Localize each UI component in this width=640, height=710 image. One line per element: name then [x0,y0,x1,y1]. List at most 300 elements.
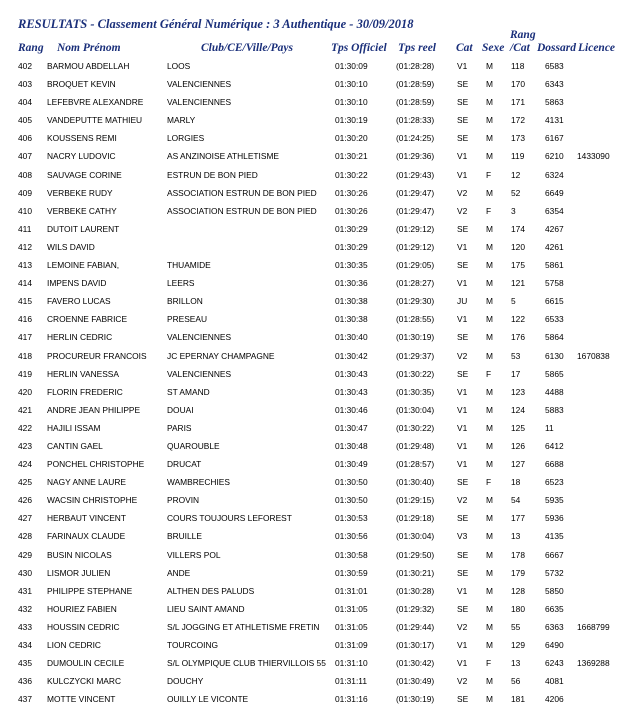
cell-sexe: M [486,603,493,614]
cell-dossard: 5863 [545,97,564,108]
cell-dossard: 4206 [545,694,564,705]
cell-nom: DUTOIT LAURENT [47,223,120,234]
cell-club: VALENCIENNES [167,332,232,343]
cell-tps-reel: (01:30:22) [396,422,435,433]
cell-tps-officiel: 01:30:35 [335,260,368,271]
cell-tps-reel: (01:28:59) [396,79,435,90]
cell-club: QUAROUBLE [167,440,220,451]
cell-tps-officiel: 01:30:50 [335,477,368,488]
cell-club: DRUCAT [167,459,202,470]
cell-tps-officiel: 01:30:29 [335,241,368,252]
cell-tps-reel: (01:29:15) [396,495,435,506]
cell-sexe: F [486,169,492,180]
table-row [0,276,640,294]
table-row [0,131,640,149]
cell-club: JC EPERNAY CHAMPAGNE [167,350,275,361]
cell-nom: PONCHEL CHRISTOPHE [47,459,145,470]
cell-dossard: 6490 [545,640,564,650]
cell-tps-reel: (01:30:19) [396,694,435,705]
cell-club: LORGIES [167,133,205,144]
cell-rang: 415 [18,296,32,307]
page-title: RESULTATS - Classement Général Numérique : 3 Authentique - 30/09/2018 [18,17,414,31]
cell-sexe: M [486,260,493,271]
cell-tps-reel: (01:30:49) [396,676,435,687]
table-row [0,511,640,529]
cell-tps-reel: (01:28:33) [396,115,435,126]
cell-rang: 430 [18,567,32,578]
results-table [0,59,640,710]
cell-rang-cat: 178 [511,549,525,560]
cell-cat: V1 [457,585,468,596]
table-row [0,186,640,204]
cell-cat: SE [457,603,469,614]
cell-dossard: 5864 [545,332,564,343]
cell-tps-officiel: 01:30:53 [335,513,368,524]
cell-club: OUILLY LE VICONTE [167,694,249,705]
cell-rang-cat: 12 [511,169,521,180]
cell-club: PROVIN [167,495,200,506]
cell-cat: SE [457,79,469,90]
cell-nom: WILS DAVID [47,241,95,252]
cell-tps-reel: (01:29:18) [396,513,435,524]
table-row [0,349,640,367]
cell-rang: 431 [18,585,32,596]
cell-sexe: M [486,97,493,108]
table-row [0,475,640,493]
cell-rang-cat: 179 [511,567,525,578]
cell-rang: 424 [18,459,32,470]
cell-rang: 413 [18,260,32,271]
table-row [0,529,640,547]
table-row [0,656,640,674]
cell-nom: HERBAUT VINCENT [47,513,126,524]
cell-cat: SE [457,694,469,705]
cell-rang-cat: 175 [511,260,525,271]
cell-sexe: F [486,477,492,488]
cell-dossard: 5865 [545,368,564,379]
table-row [0,674,640,692]
cell-rang-cat: 180 [511,603,525,614]
cell-tps-reel: (01:29:36) [396,151,435,162]
cell-tps-reel: (01:30:42) [396,658,435,669]
cell-sexe: M [486,61,493,71]
cell-rang: 417 [18,332,32,343]
cell-rang-cat: 3 [511,205,516,216]
cell-tps-officiel: 01:31:16 [335,694,368,705]
cell-nom: NAGY ANNE LAURE [47,477,126,488]
header-rang-cat-top: Rang [510,29,536,41]
cell-tps-officiel: 01:30:36 [335,278,368,289]
cell-cat: SE [457,332,469,343]
cell-club: TOURCOING [167,640,219,650]
cell-rang: 422 [18,422,32,433]
table-row [0,330,640,348]
cell-rang-cat: 13 [511,531,521,542]
cell-tps-reel: (01:29:12) [396,241,435,252]
cell-sexe: M [486,296,493,307]
cell-nom: LEFEBVRE ALEXANDRE [47,97,144,108]
cell-dossard: 6354 [545,205,564,216]
cell-tps-reel: (01:29:50) [396,549,435,560]
cell-rang: 429 [18,549,32,560]
cell-tps-reel: (01:30:04) [396,531,435,542]
cell-tps-reel: (01:30:35) [396,386,435,397]
cell-club: ANDE [167,567,191,578]
cell-tps-officiel: 01:30:43 [335,386,368,397]
cell-sexe: M [486,621,493,632]
cell-dossard: 6649 [545,187,564,198]
header-club: Club/CE/Ville/Pays [201,42,294,54]
cell-club: VALENCIENNES [167,97,232,108]
cell-dossard: 6167 [545,133,564,144]
cell-nom: VANDEPUTTE MATHIEU [47,115,143,126]
cell-rang-cat: 171 [511,97,525,108]
cell-cat: V1 [457,404,468,415]
cell-dossard: 6635 [545,603,564,614]
cell-tps-officiel: 01:30:59 [335,567,368,578]
cell-cat: V2 [457,350,468,361]
table-row [0,312,640,330]
cell-dossard: 6615 [545,296,564,307]
cell-cat: SE [457,97,469,108]
cell-club: WAMBRECHIES [167,477,230,488]
cell-nom: HOURIEZ FABIEN [47,603,117,614]
cell-club: ST AMAND [167,386,210,397]
cell-licence: 1670838 [577,350,610,361]
cell-tps-officiel: 01:31:05 [335,603,368,614]
cell-nom: WACSIN CHRISTOPHE [47,495,138,506]
cell-cat: V2 [457,187,468,198]
cell-cat: V1 [457,640,468,650]
cell-tps-officiel: 01:31:10 [335,658,368,669]
cell-cat: SE [457,115,469,126]
cell-tps-officiel: 01:30:19 [335,115,368,126]
cell-tps-officiel: 01:30:50 [335,495,368,506]
cell-dossard: 4267 [545,223,564,234]
cell-tps-reel: (01:28:55) [396,314,435,325]
table-row [0,168,640,186]
cell-club: PRESEAU [167,314,208,325]
cell-cat: V1 [457,386,468,397]
cell-rang: 428 [18,531,32,542]
cell-rang-cat: 55 [511,621,521,632]
cell-rang-cat: 173 [511,133,525,144]
cell-rang: 405 [18,115,32,126]
cell-sexe: M [486,404,493,415]
cell-rang: 432 [18,603,32,614]
cell-cat: SE [457,260,469,271]
cell-tps-officiel: 01:31:11 [335,676,367,687]
table-row [0,59,640,77]
cell-rang-cat: 170 [511,79,525,90]
cell-tps-officiel: 01:30:26 [335,205,368,216]
cell-club: AS ANZINOISE ATHLETISME [167,151,280,162]
cell-tps-officiel: 01:30:20 [335,133,368,144]
cell-cat: V3 [457,531,468,542]
cell-sexe: F [486,658,492,669]
cell-cat: V1 [457,459,468,470]
cell-nom: LION CEDRIC [47,640,101,650]
cell-dossard: 5935 [545,495,564,506]
cell-tps-reel: (01:30:21) [396,567,435,578]
cell-tps-officiel: 01:30:10 [335,97,368,108]
cell-nom: PHILIPPE STEPHANE [47,585,133,596]
cell-club: DOUAI [167,404,194,415]
cell-dossard: 5850 [545,585,564,596]
cell-rang: 418 [18,350,32,361]
cell-rang: 404 [18,97,32,108]
cell-rang-cat: 125 [511,422,525,433]
cell-nom: IMPENS DAVID [47,278,107,289]
cell-nom: SAUVAGE CORINE [47,169,122,180]
cell-rang: 406 [18,133,32,144]
cell-tps-reel: (01:30:28) [396,585,435,596]
table-row [0,113,640,131]
cell-rang-cat: 56 [511,676,521,687]
cell-tps-reel: (01:29:37) [396,350,435,361]
cell-tps-reel: (01:30:19) [396,332,435,343]
cell-tps-reel: (01:29:05) [396,260,435,271]
cell-tps-reel: (01:29:47) [396,205,435,216]
cell-club: ALTHEN DES PALUDS [167,585,255,596]
cell-nom: LEMOINE FABIAN, [47,260,120,271]
cell-tps-officiel: 01:30:22 [335,169,368,180]
cell-tps-officiel: 01:31:09 [335,640,368,650]
cell-nom: CROENNE FABRICE [47,314,128,325]
cell-tps-officiel: 01:30:21 [335,151,368,162]
cell-club: VALENCIENNES [167,79,232,90]
cell-sexe: M [486,585,493,596]
cell-nom: BARMOU ABDELLAH [47,61,130,71]
cell-dossard: 6667 [545,549,564,560]
table-row [0,439,640,457]
cell-club: THUAMIDE [167,260,211,271]
cell-dossard: 5861 [545,260,564,271]
cell-tps-officiel: 01:30:10 [335,79,368,90]
header-rang-cat-bottom: /Cat [510,42,530,54]
cell-tps-officiel: 01:30:09 [335,61,368,71]
cell-tps-reel: (01:30:40) [396,477,435,488]
cell-nom: FARINAUX CLAUDE [47,531,126,542]
cell-nom: DUMOULIN CECILE [47,658,125,669]
cell-sexe: M [486,422,493,433]
cell-club: COURS TOUJOURS LEFOREST [167,513,292,524]
cell-rang-cat: 176 [511,332,525,343]
cell-rang-cat: 54 [511,495,521,506]
cell-rang-cat: 172 [511,115,525,126]
cell-dossard: 6324 [545,169,564,180]
cell-sexe: M [486,440,493,451]
cell-tps-reel: (01:29:48) [396,440,435,451]
cell-rang: 409 [18,187,32,198]
cell-rang: 411 [18,223,32,234]
cell-sexe: F [486,205,492,216]
cell-sexe: F [486,368,492,379]
cell-dossard: 11 [545,422,554,433]
cell-dossard: 6130 [545,350,564,361]
cell-tps-reel: (01:28:59) [396,97,435,108]
cell-tps-officiel: 01:30:48 [335,440,368,451]
cell-rang-cat: 120 [511,241,525,252]
cell-dossard: 6343 [545,79,564,90]
cell-cat: SE [457,513,469,524]
header-rang: Rang [18,42,44,54]
cell-club: S/L OLYMPIQUE CLUB THIERVILLOIS 55 [167,658,326,669]
header-tps-officiel: Tps Officiel [331,42,387,54]
cell-dossard: 4488 [545,386,564,397]
cell-dossard: 5936 [545,513,564,524]
cell-rang-cat: 124 [511,404,525,415]
cell-cat: JU [457,296,468,307]
cell-tps-officiel: 01:30:40 [335,332,368,343]
cell-club: S/L JOGGING ET ATHLETISME FRETIN [167,621,320,632]
cell-rang: 433 [18,621,32,632]
cell-licence: 1433090 [577,151,610,162]
cell-tps-reel: (01:29:47) [396,187,435,198]
cell-rang: 414 [18,278,32,289]
cell-cat: V2 [457,205,468,216]
cell-dossard: 6688 [545,459,564,470]
cell-nom: ANDRE JEAN PHILIPPE [47,404,141,415]
table-row [0,149,640,167]
cell-rang-cat: 119 [511,151,525,162]
cell-nom: FAVERO LUCAS [47,296,111,307]
cell-cat: SE [457,133,469,144]
cell-club: ASSOCIATION ESTRUN DE BON PIED [167,187,317,198]
cell-rang-cat: 17 [511,368,521,379]
cell-rang-cat: 181 [511,694,525,705]
cell-tps-reel: (01:29:32) [396,603,435,614]
cell-club: ESTRUN DE BON PIED [167,169,258,180]
cell-tps-officiel: 01:30:46 [335,404,368,415]
cell-rang-cat: 174 [511,223,525,234]
cell-sexe: M [486,79,493,90]
cell-club: VALENCIENNES [167,368,232,379]
cell-tps-reel: (01:29:30) [396,296,435,307]
cell-cat: V1 [457,241,468,252]
cell-tps-officiel: 01:30:58 [335,549,368,560]
cell-sexe: M [486,187,493,198]
header-cat: Cat [456,42,473,54]
cell-tps-reel: (01:30:04) [396,404,435,415]
cell-cat: V1 [457,658,468,669]
table-row [0,95,640,113]
cell-rang-cat: 129 [511,640,525,650]
cell-nom: CANTIN GAEL [47,440,103,451]
cell-rang: 402 [18,61,32,71]
cell-sexe: M [486,676,493,687]
cell-tps-officiel: 01:30:29 [335,223,368,234]
cell-club: BRILLON [167,296,203,307]
cell-tps-officiel: 01:30:42 [335,350,368,361]
cell-rang-cat: 53 [511,350,521,361]
cell-nom: MOTTE VINCENT [47,694,116,705]
cell-tps-officiel: 01:31:05 [335,621,368,632]
cell-dossard: 6583 [545,61,564,71]
cell-dossard: 6533 [545,314,564,325]
cell-rang: 420 [18,386,32,397]
cell-nom: FLORIN FREDERIC [47,386,123,397]
cell-rang-cat: 128 [511,585,525,596]
cell-rang-cat: 5 [511,296,516,307]
cell-sexe: M [486,459,493,470]
cell-cat: SE [457,567,469,578]
cell-rang: 426 [18,495,32,506]
cell-rang: 435 [18,658,32,669]
cell-sexe: M [486,241,493,252]
cell-cat: V1 [457,151,468,162]
header-tps-reel: Tps reel [398,42,437,54]
cell-cat: SE [457,549,469,560]
cell-sexe: M [486,386,493,397]
cell-cat: V1 [457,314,468,325]
cell-rang: 403 [18,79,32,90]
cell-sexe: M [486,694,493,705]
cell-club: DOUCHY [167,676,204,687]
cell-tps-reel: (01:28:27) [396,278,435,289]
cell-tps-reel: (01:28:57) [396,459,435,470]
table-row [0,367,640,385]
cell-rang: 423 [18,440,32,451]
cell-tps-reel: (01:24:25) [396,133,435,144]
cell-tps-reel: (01:29:12) [396,223,435,234]
cell-nom: LISMOR JULIEN [47,567,111,578]
cell-dossard: 6363 [545,621,564,632]
cell-tps-reel: (01:30:22) [396,368,435,379]
table-row [0,294,640,312]
table-row [0,222,640,240]
cell-rang: 416 [18,314,32,325]
cell-dossard: 6243 [545,658,564,669]
cell-rang-cat: 126 [511,440,525,451]
cell-dossard: 6210 [545,151,564,162]
cell-tps-officiel: 01:30:56 [335,531,368,542]
cell-sexe: M [486,640,493,650]
table-row [0,692,640,710]
cell-dossard: 5758 [545,278,564,289]
cell-rang-cat: 122 [511,314,525,325]
cell-club: LIEU SAINT AMAND [167,603,245,614]
cell-rang: 427 [18,513,32,524]
cell-tps-reel: (01:30:17) [396,640,435,650]
cell-rang-cat: 123 [511,386,525,397]
cell-tps-reel: (01:29:43) [396,169,435,180]
header-sexe: Sexe [482,42,505,54]
cell-cat: V2 [457,495,468,506]
table-row [0,421,640,439]
table-row [0,584,640,602]
cell-club: BRUILLE [167,531,202,542]
cell-sexe: M [486,549,493,560]
table-row [0,620,640,638]
cell-tps-officiel: 01:30:38 [335,314,368,325]
cell-nom: BUSIN NICOLAS [47,549,112,560]
cell-sexe: M [486,513,493,524]
cell-nom: KULCZYCKI MARC [47,676,121,687]
cell-rang: 421 [18,404,32,415]
cell-cat: V1 [457,440,468,451]
cell-tps-officiel: 01:30:49 [335,459,368,470]
cell-sexe: M [486,223,493,234]
cell-dossard: 6523 [545,477,564,488]
cell-rang: 408 [18,169,32,180]
cell-sexe: M [486,332,493,343]
cell-rang: 407 [18,151,32,162]
cell-rang-cat: 13 [511,658,521,669]
cell-sexe: M [486,495,493,506]
table-row [0,385,640,403]
cell-cat: V2 [457,676,468,687]
